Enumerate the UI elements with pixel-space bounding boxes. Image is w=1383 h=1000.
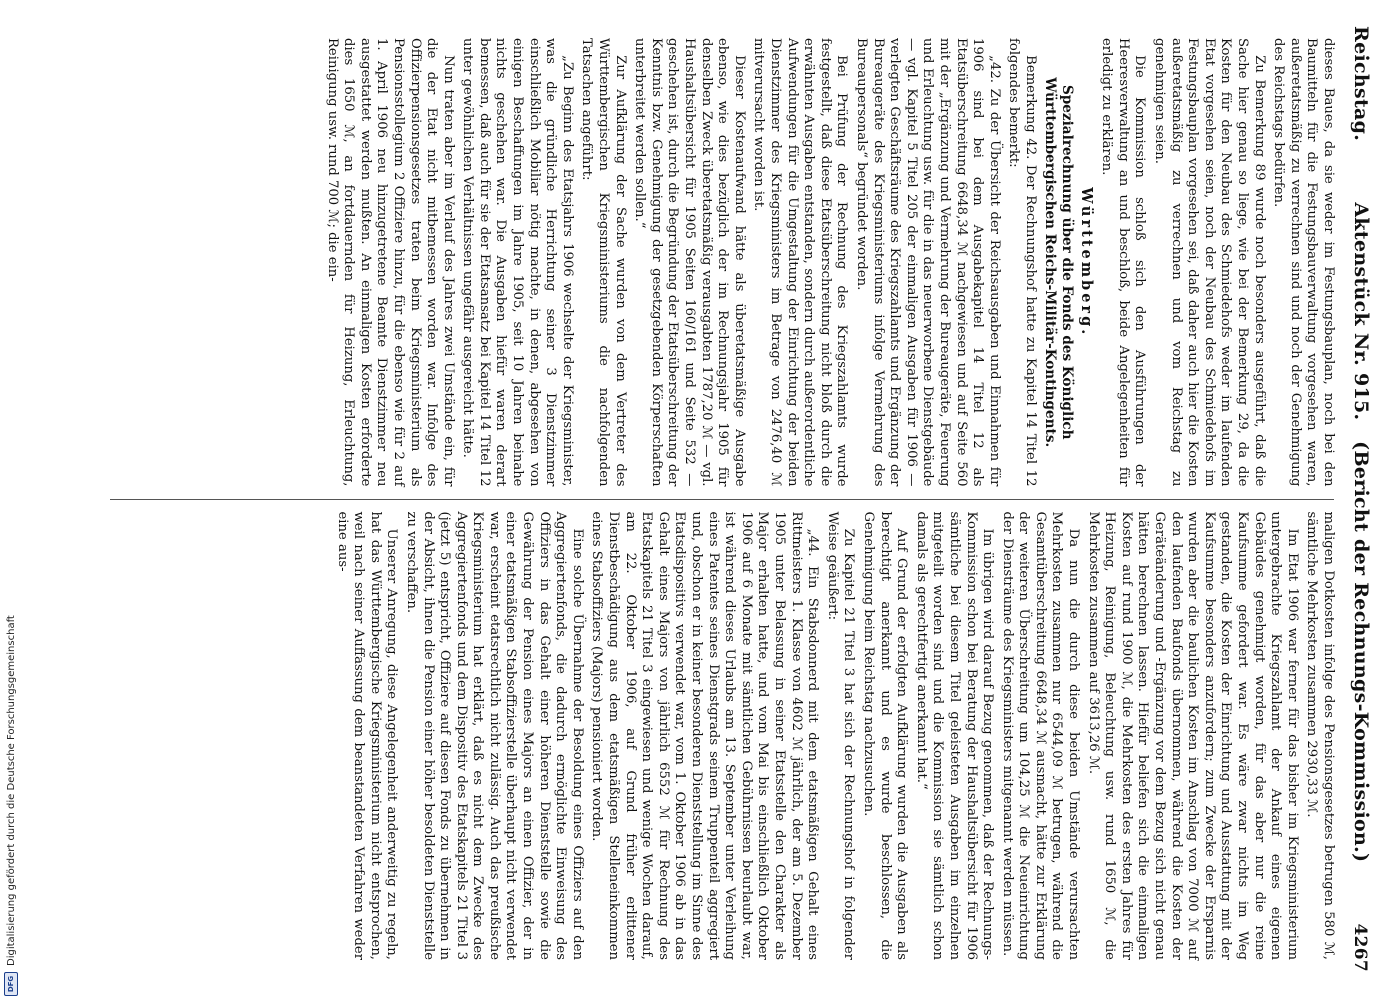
paragraph: Im Etat 1906 war ferner für das bisher im Kriegsministerium untergebrachte Kriegszahlamt der Ankauf eines eigenen Gebäudes genehmigt worden, für das aber nur die reine Kaufsumme gefordert war. Es wäre zwar nichts im Weg gestanden, die Kosten der Einrichtung und Ausstattung mit der Kaufsumme besonders anzufordern; zum Zwecke der Ersparnis wurden aber die baulichen Kosten im Anschlag von 7000 ℳ auf den laufenden Baufonds übernommen, während die Kosten der Geräteänderung und -Ergänzung vor dem Bezug sich nicht genau hätten berechnen lassen. Hiefür beliefen sich die einmaligen Kosten auf rund 1900 ℳ, die Mehrkosten des ersten Jahres für Heizung, Reinigung, Beleuchtung usw. rund 1650 ℳ, die Mehrkosten zusammen auf 3613,26 ℳ. [1085, 511, 1300, 960]
paragraph: Die Kommission schloß sich den Ausführungen der Heeresverwaltung an und beschloß, beide Angelegenheiten für erledigt zu erklären. [1099, 38, 1148, 487]
digitization-footer [0, 0, 24, 1000]
paragraph: Zur Aufklärung der Sache wurden von dem Vertreter des Württembergischen Kriegsministeriums die nachfolgenden Tatsachen angeführt: [579, 38, 628, 487]
paragraph: dieses Baues, da sie weder im Festungsbauplan, noch bei den Baumitteln für die Festungsbauverwaltung vorgesehen waren, außeretatsmäßig zu verrechnen sind und noch der Genehmigung des Reichstags bedürfen. [1271, 38, 1336, 487]
paragraph: „Zu Beginn des Etatsjahrs 1906 wechselte der Kriegsminister, was die gründliche Herrichtung seiner 3 Dienstzimmer einschließlich Mobiliar nötig machte, in denen, abgesehen von einigen Beschaffungen im Jahre 1905, seit 10 Jahren beinahe nichts geschehen war. Die Ausgaben hiefür waren derart bemessen, daß auch für sie der Etatsansatz bei Kapitel 14 Titel 12 unter gewöhnlichen Verhältnissen ungefähr ausgereicht hätte. [460, 38, 575, 487]
paragraph: Im übrigen wird darauf Bezug genommen, daß der Rechnungs-Kommission schon bei Beratung der Haushaltsübersicht für 1906 sämtliche bei diesem Titel geleisteten Ausgaben im einzelnen mitgeteilt worden sind und die Kommission sie sämtlich schon damals als gerechtfertigt anerkannt hat.“ [913, 511, 996, 960]
paragraph: Eine solche Übernahme der Besoldung eines Offiziers auf den Aggregiertenfonds, die dadurch ermöglichte Einweisung des Offiziers in das Gehalt einer höheren Dienststelle sowie die Gewährung der Pension eines Majors an einen Offizier, der in einer etatsmäßigen Stabsoffizierstelle überhaupt nicht verwendet war, erscheint etatsrechtlich nicht zulässig. Auch das preußische Kriegsministerium hat erklärt, daß es nicht dem Zwecke des Aggregiertenfonds und dem Dispositiv des Etatskapitels 21 Titel 3 (jetzt 5) entspricht, Offiziere auf diesen Fonds zu übernehmen in der Absicht, ihnen die Pension einer höher besoldeten Dienststelle zu verschaffen. [403, 511, 585, 960]
page-number: 4267 [1350, 923, 1370, 972]
footer-credit-text: Digitalisierung gefördert durch die Deutsche Forschungsgemeinschaft [5, 615, 17, 966]
paragraph: Zu Bemerkung 89 wurde noch besonders ausgeführt, daß die Sache hier genau so liege, wie bei der Bemerkung 29, da die Kosten für den Neubau des Schmiedehofs weder im laufenden Etat vorgesehen seien, noch der Neubau des Schmiedehofs im Festungsbauplan vorgesehen sei, daß daher auch hier die Kosten außeretatsmäßig zu verrechnen und vom Reichstag zu genehmigen seien. [1152, 38, 1267, 487]
paragraph: Auf Grund der erfolgten Aufklärung wurden die Ausgaben als berechtigt anerkannt und es wurde beschlossen, die Genehmigung beim Reichstag nachzusuchen. [860, 511, 910, 960]
paragraph: Da nun die durch diese beiden Umstände verursachten Mehrkosten zusammen nur 6544,09 ℳ betrugen, während die Gesamtüberschreitung 6648,34 ℳ ausmacht, hätte zur Erklärung der weiteren Überschreitung um 104,25 ℳ die Neueinrichtung der Diensträume des Kriegsministers mitgenannt werden müssen. [999, 511, 1082, 960]
document-page [88, 18, 1378, 990]
dfg-logo: DFG [4, 972, 18, 996]
paragraph: „42. Zu der Übersicht der Reichsausgaben und Einnahmen für 1906 sind bei dem Ausgabekapitel 14 Titel 12 als Etatsüberschreitung 6648,34 ℳ nachgewiesen und auf Seite 560 mit der „Ergänzung und Vermehrung der Bureaugeräte, Feuerung und Erleuchtung usw. für die in das neuerworbene Dienstgebäude — vgl. Kapitel 5 Titel 205 der einmaligen Ausgaben für 1906 — verlegten Geschäftsräume des Kriegszahlamts und Ergänzung der Bureaugeräte des Kriegsministeriums infolge Vermehrung des Bureaupersonals“ begründet worden. [853, 38, 1002, 487]
paragraph: Zu Kapitel 21 Titel 3 hat sich der Rechnungshof in folgender Weise geäußert: [824, 511, 857, 960]
paragraph: Bemerkung 42. Der Rechnungshof hatte zu Kapitel 14 Titel 12 folgendes bemerkt: [1006, 38, 1038, 487]
header-left: Reichstag. [1350, 26, 1372, 142]
paragraph: Dieser Kostenaufwand hätte als überetatsmäßige Ausgabe ebenso, wie dies bezüglich der im Rechnungsjahr 1905 für denselben Zweck überetatsmäßig verausgabten 1787,20 ℳ — vgl. Haushaltsübersicht für 1905 Seiten 160/161 und Seite 532 — geschehen ist, durch die Begründung der Etatsüberschreitung der Kenntnis bzw. Genehmigung der gesetzgebenden Körperschaften unterbreitet werden sollen.“ [632, 38, 747, 487]
header-title-text: Aktenstück Nr. 915. [1350, 202, 1372, 421]
paragraph: Unserer Anregung, diese Angelegenheit anderweitig zu regeln, hat das Württembergische Kriegsministerium nicht entsprochen, weil nach seiner Auffassung dem beanstandeten Verfahren weder eine aus- [334, 511, 400, 960]
page-header [1342, 26, 1372, 972]
paragraph: Nun traten aber im Verlauf des Jahres zwei Umstände ein, für die der Etat nicht mitbemessen worden war. Infolge des Offizierpensionsgesetzes traten beim Kriegsministerium als Pensionsstollegium 2 Offiziere hinzu, für die ebenso wie für 2 auf 1. April 1906 neu hinzugetretene Beamte Dienstzimmer neu ausgestattet werden mußten. An einmaligen Kosten erforderte dies 1650 ℳ, an fortdauernden für Heizung, Erleuchtung, Reinigung usw. rund 700 ℳ; die ein- [324, 38, 456, 487]
section-heading: Württemberg. [1077, 187, 1095, 338]
column-left [108, 26, 1336, 499]
column-right [108, 500, 1336, 973]
header-right: (Bericht der Rechnungs-Kommission.) [1350, 441, 1372, 863]
header-title [1350, 141, 1372, 923]
paragraph: Bei Prüfung der Rechnung des Kriegszahlamts wurde festgestellt, daß diese Etatsüberschreitung nicht bloß durch die erwähnten Ausgaben entstanden, sondern durch außerordentliche Aufwendungen für die Umgestaltung der Einrichtung der beiden Dienstzimmer des Kriegsministers im Betrage von 2476,40 ℳ mitverursacht worden ist. [751, 38, 850, 487]
paragraph: maligen Dotkosten infolge des Pensionsgesetzes betrugen 580 ℳ, sämtliche Mehrkosten zusammen 2930,33 ℳ. [1304, 511, 1336, 960]
section-subheading: Spezialrechnung über die Fonds des Königlich Württembergischen Reichs-Militär-Kontingents. [1042, 77, 1076, 448]
paragraph: „44. Ein Stabsdonnerd mit dem etatsmäßigen Gehalt eines Rittmeisters 1. Klasse von 4602 ℳ jährlich, der am 5. Dezember 1905 unter Belassung in seiner Etatsstelle den Charakter als Major erhalten hatte, und vom Mai bis einschließlich Oktober 1906 auf 6 Monate mit sämtlichen Gebührnissen beurlaubt war, ist während dieses Urlaubs am 13. September unter Verleihung eines Patentes seines Dienstgrads seinem Truppenteil aggregiert und, obschon er in keiner besonderen Dienststellung im Sinne des Etatsdispositivs verwendet war, vom 1. Oktober 1906 ab in das Gehalt eines Majors von jährlich 6552 ℳ für Rechnung des Etatskapitels 21 Titel 3 eingewiesen und wenige Wochen darauf, am 22. Oktober 1906, auf Grund früher erlittener Dienstbeschädigung aus dem etatsmäßigen Stelleneinkommen eines Stabsoffiziers (Majors) pensioniert worden. [589, 511, 821, 960]
